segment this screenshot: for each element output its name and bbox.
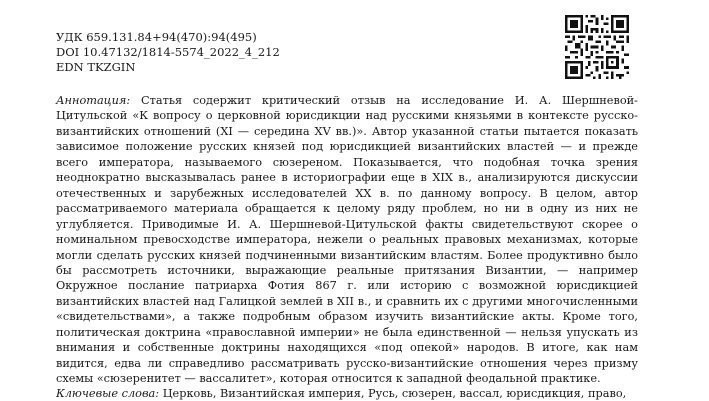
abstract-label: Аннотация: [56, 94, 131, 107]
doi-code: DOI 10.47132/1814-5574_2022_4_212 [56, 45, 280, 60]
keywords-line [56, 386, 656, 401]
abstract-block [56, 93, 638, 387]
keywords-text: Церковь, Византийская империя, Русь, сюзерен, вассал, юрисдикция, право, [162, 387, 627, 400]
keywords-label: Ключевые слова: [56, 387, 160, 400]
page-header-cutoff [120, 0, 550, 4]
edn-code: EDN TKZGIN [56, 60, 136, 75]
abstract-text: Статья содержит критический отзыв на исследование И. А. Шершневой-Цитульской «К вопросу о церковной юрисдикции над русскими князьями в контексте русско-византийских отношений (XI — середина XV вв.)». Автор указанной статьи пытается показать зависимое положение русских князей под юрисдикцией византийских властей — и прежде всего императора, называемого сюзереном. Показывается, что подобная точка зрения неоднократно высказывалась ранее в историографии еще в XIX в., анализируются дискуссии отечественных и зарубежных исследователей XX в. по данному вопросу. В целом, автор рассматриваемого материала обращается к целому ряду проблем, но ни в одну из них не углубляется. Приводимые И. А. Шершневой-Цитульской факты свидетельствуют скорее о номинальном превосходстве императора, нежели о реальных правовых механизмах, которые могли сделать русских князей подчиненными византийским властям. Более продуктивно было бы рассмотреть источники, выражающие реальные притязания Византии, — например Окружное послание патриарха Фотия 867 г. или историю с возможной юрисдикцией византийских властей над Галицкой землей в XII в., и сравнить их с другими многочисленными «свидетельствами», а также подробным образом изучить византийские акты. Кроме того, политическая доктрина «православной империи» не была единственной — нельзя упускать из внимания и собственные доктрины находящихся «под опекой» народов. В итоге, как нам видится, едва ли справедливо рассматривать русско-византийские отношения через призму схемы «сюзеренитет — вассалитет», которая относится к западной феодальной практике. [56, 94, 638, 386]
qr-code-icon[interactable] [565, 15, 629, 79]
article-metadata [56, 30, 280, 76]
udk-code: УДК 659.131.84+94(470):94(495) [56, 30, 257, 44]
